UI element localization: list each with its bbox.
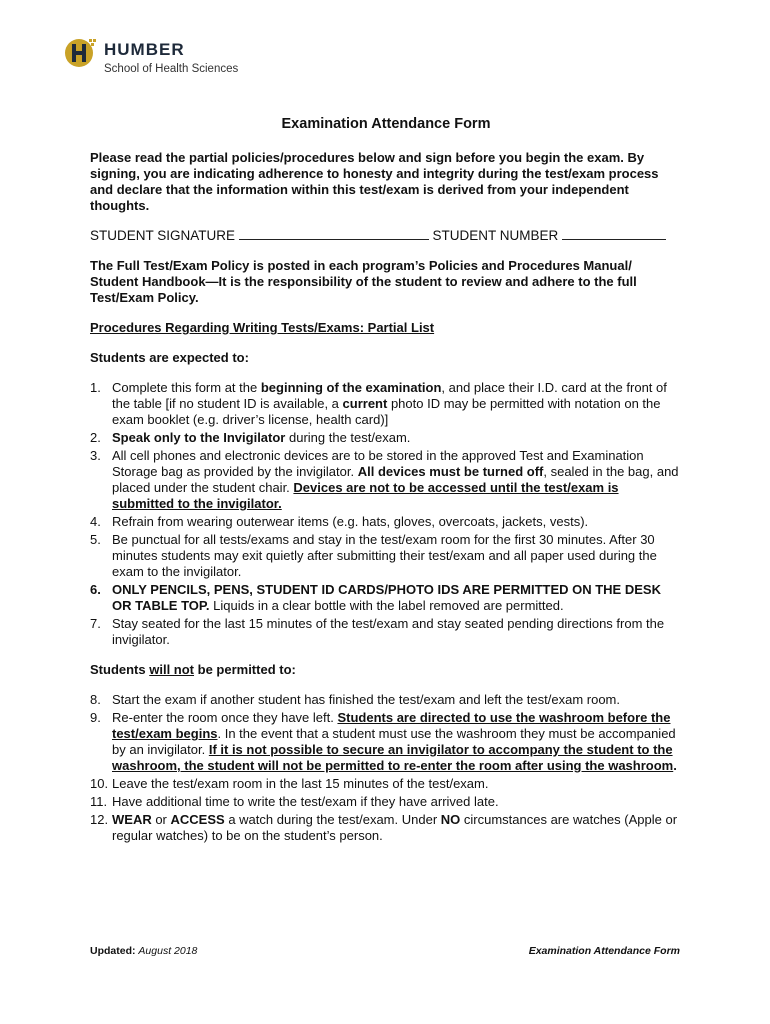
list-item: 12. WEAR or ACCESS a watch during the test/exam. Under NO circumstances are watches (Apple or regular watches) to be on the student’s person. — [90, 812, 678, 843]
expected-heading: Students are expected to: — [90, 350, 249, 365]
signature-field[interactable] — [239, 228, 429, 240]
signature-label: STUDENT SIGNATURE — [90, 228, 236, 243]
list-item: 4. Refrain from wearing outerwear items (e.g. hats, gloves, overcoats, jackets, vests). — [90, 514, 589, 529]
not-permitted-list — [90, 692, 682, 844]
humber-logo-icon — [64, 36, 98, 70]
expected-list — [90, 380, 682, 648]
policy-note: The Full Test/Exam Policy is posted in each program’s Policies and Procedures Manual/ Student Handbook—It is the responsibility of the student to review and adhere to the full Test/Exam Policy. — [90, 258, 637, 305]
procedures-heading: Procedures Regarding Writing Tests/Exams: Partial List — [90, 320, 435, 335]
list-item: 7. Stay seated for the last 15 minutes of the test/exam and stay seated pending directions from the invigilator. — [90, 616, 665, 647]
list-item: 11. Have additional time to write the test/exam if they have arrived late. — [90, 794, 499, 809]
list-item: 5. Be punctual for all tests/exams and stay in the test/exam room for the first 30 minutes. After 30 minutes students may exit quietly after submitting their test/exam and all paper used during the exam to the invigilator. — [90, 532, 657, 579]
list-item: 1. Complete this form at the beginning of the examination, and place their I.D. card at the front of the table [if no student ID is available, a current photo ID may be permitted with notation on the exam booklet (e.g. driver’s license, health card)] — [90, 380, 667, 427]
intro-paragraph: Please read the partial policies/procedures below and sign before you begin the exam. By signing, you are indicating adherence to honesty and integrity during the test/exam process and declare that the information within this test/exam is derived from your independent thoughts. — [90, 150, 659, 213]
list-item: 9. Re-enter the room once they have left. Students are directed to use the washroom before the test/exam begins. In the event that a student must use the washroom they must be accompanied by an invigilator. If it is not possible to secure an invigilator to accompany the student to the washroom, the student will not be permitted to re-enter the room after using the washroom. — [90, 710, 677, 773]
list-item: 2. Speak only to the Invigilator during the test/exam. — [90, 430, 411, 445]
student-number-label: STUDENT NUMBER — [432, 228, 559, 243]
list-item: 3. All cell phones and electronic devices are to be stored in the approved Test and Examination Storage bag as provided by the invigilator. All devices must be turned off, sealed in the bag, and placed under the student chair. Devices are not to be accessed until the test/exam is submitted to the invigilator. — [90, 448, 679, 511]
student-number-field[interactable] — [562, 228, 666, 240]
not-permitted-heading: Students will not be permitted to: — [90, 662, 296, 677]
humber-logo — [64, 36, 264, 80]
footer-title: Examination Attendance Form — [528, 945, 680, 957]
logo-brand: HUMBER — [104, 40, 185, 59]
logo-subtitle: School of Health Sciences — [104, 63, 239, 75]
list-item: 10. Leave the test/exam room in the last 15 minutes of the test/exam. — [90, 776, 489, 791]
list-item: 8. Start the exam if another student has finished the test/exam and left the test/exam room. — [90, 692, 620, 707]
footer-updated: Updated: August 2018 — [90, 945, 198, 957]
signature-line — [90, 228, 682, 244]
form-body — [90, 116, 682, 858]
page-title: Examination Attendance Form — [281, 116, 491, 132]
list-item: 6. ONLY PENCILS, PENS, STUDENT ID CARDS/PHOTO IDS ARE PERMITTED ON THE DESK OR TABLE TOP. Liquids in a clear bottle with the label removed are permitted. — [90, 582, 661, 613]
